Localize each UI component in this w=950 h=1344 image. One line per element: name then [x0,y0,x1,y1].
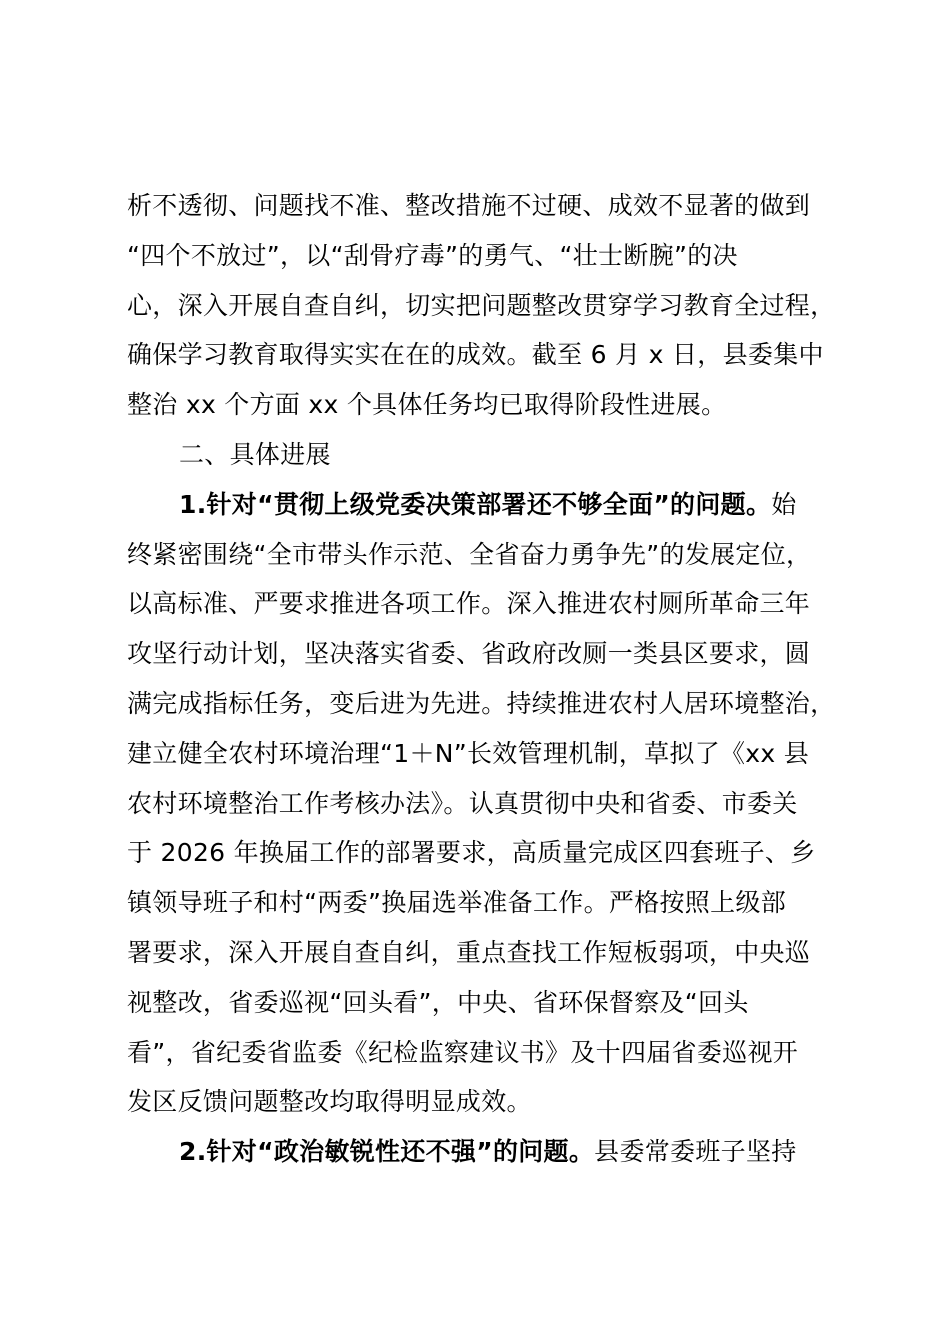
paragraph-line [127,530,853,580]
text-run: 建立健全农村环境治理“1＋N”长效管理机制，草拟了《xx 县 [127,738,810,768]
paragraph-line [127,281,853,331]
paragraph-line [127,1028,853,1078]
text-run: 满完成指标任务，变后进为先进。持续推进农村人居环境整治， [127,688,836,718]
item-heading-line [127,1127,853,1177]
paragraph-line [127,779,853,829]
text-run: 镇领导班子和村“两委”换届选举准备工作。严格按照上级部 [127,888,787,918]
paragraph-line [127,828,853,878]
text-run: 发区反馈问题整改均取得明显成效。 [127,1087,532,1117]
text-run: 始 [771,489,797,519]
text-run: 看”，省纪委省监委《纪检监察建议书》及十四届省委巡视开 [127,1037,799,1067]
paragraph-line [127,629,853,679]
paragraph-line [127,231,853,281]
item-heading-bold: 1.针对“贯彻上级党委决策部署还不够全面”的问题。 [179,489,772,519]
text-run: “四个不放过”，以“刮骨疗毒”的勇气、“壮士断腕”的决 [127,240,738,270]
text-run: 于 2026 年换届工作的部署要求，高质量完成区四套班子、乡 [127,838,816,868]
text-run: 析不透彻、问题找不准、整改措施不过硬、成效不显著的做到 [127,191,811,220]
text-run: 确保学习教育取得实实在在的成效。截至 6 月 x 日，县委集中 [127,340,824,370]
section-heading-text: 二、具体进展 [179,439,331,469]
paragraph-line [127,181,853,231]
paragraph-line [127,729,853,779]
text-run: 县委常委班子坚持 [594,1137,797,1167]
text-run: 整治 xx 个方面 xx 个具体任务均已取得阶段性进展。 [127,390,727,420]
paragraph-line [127,1077,853,1127]
paragraph-line [127,928,853,978]
text-run: 农村环境整治工作考核办法》。认真贯彻中央和省委、市委关 [127,788,798,818]
item-heading-line [127,480,853,530]
text-run: 攻坚行动计划，坚决落实省委、省政府改厕一类县区要求，圆 [127,639,811,669]
paragraph-line [127,330,853,380]
text-run: 视整改，省委巡视“回头看”，中央、省环保督察及“回头 [127,987,749,1017]
paragraph-line [127,380,853,430]
text-run: 心，深入开展自查自纠，切实把问题整改贯穿学习教育全过程， [127,290,836,320]
paragraph-line [127,579,853,629]
paragraph-line [127,978,853,1028]
section-heading [127,430,853,480]
text-run: 以高标准、严要求推进各项工作。深入推进农村厕所革命三年 [127,589,811,619]
paragraph-line [127,679,853,729]
paragraph-line [127,878,853,928]
item-heading-bold: 2.针对“政治敏锐性还不强”的问题。 [179,1137,595,1167]
text-run: 署要求，深入开展自查自纠，重点查找工作短板弱项，中央巡 [127,937,811,967]
document-body [127,181,853,1177]
text-run: 终紧密围绕“全市带头作示范、全省奋力勇争先”的发展定位， [127,539,812,569]
